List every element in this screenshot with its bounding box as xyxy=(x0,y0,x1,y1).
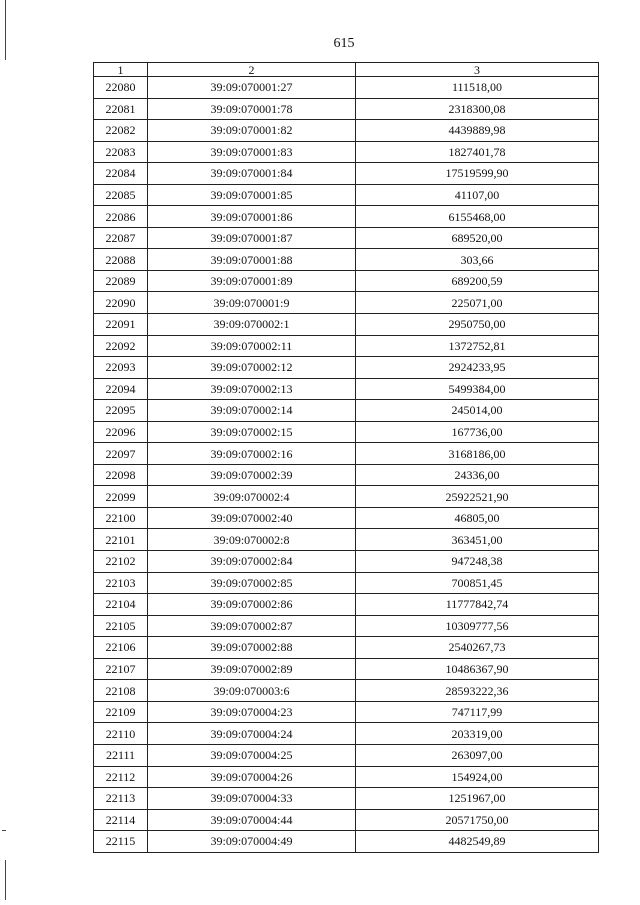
cadastral-number-cell: 39:09:070002:88 xyxy=(148,637,356,659)
cadastral-value-cell: 1372752,81 xyxy=(356,335,599,357)
row-number-cell: 22082 xyxy=(94,120,148,142)
cadastral-number-cell: 39:09:070001:88 xyxy=(148,249,356,271)
cadastral-number-cell: 39:09:070002:16 xyxy=(148,443,356,465)
table-body xyxy=(94,77,599,853)
cadastral-number-cell: 39:09:070002:13 xyxy=(148,378,356,400)
cadastral-number-cell: 39:09:070002:89 xyxy=(148,658,356,680)
cadastral-value-cell: 11777842,74 xyxy=(356,594,599,616)
row-number-cell: 22114 xyxy=(94,809,148,831)
row-number-cell: 22101 xyxy=(94,529,148,551)
cadastral-number-cell: 39:09:070002:87 xyxy=(148,615,356,637)
column-header-1: 1 xyxy=(94,63,148,77)
row-number-cell: 22083 xyxy=(94,141,148,163)
cadastral-number-cell: 39:09:070002:84 xyxy=(148,551,356,573)
page-number: 615 xyxy=(333,36,355,51)
row-number-cell: 22093 xyxy=(94,357,148,379)
row-number-cell: 22107 xyxy=(94,658,148,680)
table-row xyxy=(94,443,599,465)
cadastral-value-cell: 363451,00 xyxy=(356,529,599,551)
table-row xyxy=(94,551,599,573)
cadastral-value-cell: 111518,00 xyxy=(356,77,599,99)
table-row xyxy=(94,723,599,745)
cadastral-value-cell: 6155468,00 xyxy=(356,206,599,228)
cadastral-number-cell: 39:09:070001:78 xyxy=(148,98,356,120)
table-row xyxy=(94,184,599,206)
cadastral-value-cell: 2318300,08 xyxy=(356,98,599,120)
scan-margin-dash xyxy=(2,830,6,831)
table-row xyxy=(94,701,599,723)
cadastral-number-cell: 39:09:070002:14 xyxy=(148,400,356,422)
cadastral-value-cell: 245014,00 xyxy=(356,400,599,422)
cadastral-number-cell: 39:09:070002:39 xyxy=(148,464,356,486)
table-header xyxy=(94,63,599,77)
table-row xyxy=(94,615,599,637)
cadastral-number-cell: 39:09:070001:87 xyxy=(148,227,356,249)
row-number-cell: 22110 xyxy=(94,723,148,745)
cadastral-value-cell: 25922521,90 xyxy=(356,486,599,508)
row-number-cell: 22090 xyxy=(94,292,148,314)
cadastral-number-cell: 39:09:070001:9 xyxy=(148,292,356,314)
header-row xyxy=(94,63,599,77)
cadastral-value-cell: 4439889,98 xyxy=(356,120,599,142)
table-row xyxy=(94,464,599,486)
cadastral-value-cell: 5499384,00 xyxy=(356,378,599,400)
cadastral-value-cell: 303,66 xyxy=(356,249,599,271)
cadastral-number-cell: 39:09:070002:4 xyxy=(148,486,356,508)
cadastral-number-cell: 39:09:070002:11 xyxy=(148,335,356,357)
cadastral-value-cell: 167736,00 xyxy=(356,421,599,443)
table-row xyxy=(94,335,599,357)
cadastral-value-cell: 225071,00 xyxy=(356,292,599,314)
cadastral-number-cell: 39:09:070002:86 xyxy=(148,594,356,616)
row-number-cell: 22092 xyxy=(94,335,148,357)
table-row xyxy=(94,831,599,853)
table-row xyxy=(94,637,599,659)
cadastral-number-cell: 39:09:070004:25 xyxy=(148,744,356,766)
table-row xyxy=(94,400,599,422)
row-number-cell: 22099 xyxy=(94,486,148,508)
cadastral-value-cell: 17519599,90 xyxy=(356,163,599,185)
cadastral-value-cell: 747117,99 xyxy=(356,701,599,723)
table-row xyxy=(94,788,599,810)
row-number-cell: 22089 xyxy=(94,270,148,292)
row-number-cell: 22084 xyxy=(94,163,148,185)
table-row xyxy=(94,314,599,336)
cadastral-value-cell: 28593222,36 xyxy=(356,680,599,702)
table-row xyxy=(94,227,599,249)
cadastral-number-cell: 39:09:070002:85 xyxy=(148,572,356,594)
cadastral-number-cell: 39:09:070001:89 xyxy=(148,270,356,292)
table-row xyxy=(94,658,599,680)
cadastral-number-cell: 39:09:070004:24 xyxy=(148,723,356,745)
cadastral-value-cell: 2950750,00 xyxy=(356,314,599,336)
table-row xyxy=(94,357,599,379)
row-number-cell: 22115 xyxy=(94,831,148,853)
cadastral-value-cell: 24336,00 xyxy=(356,464,599,486)
cadastral-value-cell: 4482549,89 xyxy=(356,831,599,853)
cadastral-number-cell: 39:09:070004:44 xyxy=(148,809,356,831)
table-row xyxy=(94,249,599,271)
row-number-cell: 22094 xyxy=(94,378,148,400)
cadastral-value-cell: 1251967,00 xyxy=(356,788,599,810)
row-number-cell: 22113 xyxy=(94,788,148,810)
row-number-cell: 22098 xyxy=(94,464,148,486)
cadastral-value-cell: 689520,00 xyxy=(356,227,599,249)
cadastral-value-cell: 10309777,56 xyxy=(356,615,599,637)
table-row xyxy=(94,141,599,163)
table-row xyxy=(94,486,599,508)
row-number-cell: 22096 xyxy=(94,421,148,443)
row-number-cell: 22100 xyxy=(94,507,148,529)
table-row xyxy=(94,529,599,551)
row-number-cell: 22087 xyxy=(94,227,148,249)
cadastral-value-cell: 700851,45 xyxy=(356,572,599,594)
row-number-cell: 22097 xyxy=(94,443,148,465)
cadastral-value-cell: 203319,00 xyxy=(356,723,599,745)
cadastral-number-cell: 39:09:070001:82 xyxy=(148,120,356,142)
row-number-cell: 22109 xyxy=(94,701,148,723)
row-number-cell: 22112 xyxy=(94,766,148,788)
column-header-3: 3 xyxy=(356,63,599,77)
cadastral-value-cell: 689200,59 xyxy=(356,270,599,292)
cadastral-number-cell: 39:09:070003:6 xyxy=(148,680,356,702)
table-row xyxy=(94,77,599,99)
cadastral-value-cell: 2540267,73 xyxy=(356,637,599,659)
cadastral-number-cell: 39:09:070004:49 xyxy=(148,831,356,853)
column-header-2: 2 xyxy=(148,63,356,77)
table-row xyxy=(94,594,599,616)
cadastral-number-cell: 39:09:070004:26 xyxy=(148,766,356,788)
cadastral-number-cell: 39:09:070004:33 xyxy=(148,788,356,810)
cadastral-number-cell: 39:09:070004:23 xyxy=(148,701,356,723)
cadastral-value-cell: 154924,00 xyxy=(356,766,599,788)
table-row xyxy=(94,292,599,314)
cadastral-number-cell: 39:09:070002:15 xyxy=(148,421,356,443)
table-row xyxy=(94,98,599,120)
cadastral-value-cell: 46805,00 xyxy=(356,507,599,529)
cadastral-number-cell: 39:09:070002:8 xyxy=(148,529,356,551)
scan-margin-line xyxy=(5,860,6,900)
table-row xyxy=(94,809,599,831)
row-number-cell: 22095 xyxy=(94,400,148,422)
row-number-cell: 22106 xyxy=(94,637,148,659)
row-number-cell: 22111 xyxy=(94,744,148,766)
cadastral-value-cell: 2924233,95 xyxy=(356,357,599,379)
cadastral-value-cell: 10486367,90 xyxy=(356,658,599,680)
cadastral-number-cell: 39:09:070001:83 xyxy=(148,141,356,163)
row-number-cell: 22105 xyxy=(94,615,148,637)
scan-margin-line xyxy=(5,0,6,60)
row-number-cell: 22085 xyxy=(94,184,148,206)
table-row xyxy=(94,421,599,443)
table-row xyxy=(94,378,599,400)
table-row xyxy=(94,270,599,292)
table-row xyxy=(94,744,599,766)
cadastral-number-cell: 39:09:070002:1 xyxy=(148,314,356,336)
cadastral-value-table xyxy=(93,62,599,853)
row-number-cell: 22091 xyxy=(94,314,148,336)
row-number-cell: 22108 xyxy=(94,680,148,702)
row-number-cell: 22081 xyxy=(94,98,148,120)
cadastral-value-cell: 20571750,00 xyxy=(356,809,599,831)
cadastral-number-cell: 39:09:070001:84 xyxy=(148,163,356,185)
cadastral-number-cell: 39:09:070001:86 xyxy=(148,206,356,228)
table-row xyxy=(94,507,599,529)
row-number-cell: 22088 xyxy=(94,249,148,271)
cadastral-value-cell: 41107,00 xyxy=(356,184,599,206)
table-row xyxy=(94,766,599,788)
cadastral-number-cell: 39:09:070001:85 xyxy=(148,184,356,206)
table-row xyxy=(94,120,599,142)
row-number-cell: 22102 xyxy=(94,551,148,573)
row-number-cell: 22086 xyxy=(94,206,148,228)
cadastral-number-cell: 39:09:070002:40 xyxy=(148,507,356,529)
row-number-cell: 22080 xyxy=(94,77,148,99)
table-row xyxy=(94,206,599,228)
cadastral-value-cell: 1827401,78 xyxy=(356,141,599,163)
cadastral-value-cell: 947248,38 xyxy=(356,551,599,573)
table-row xyxy=(94,680,599,702)
row-number-cell: 22103 xyxy=(94,572,148,594)
table-row xyxy=(94,572,599,594)
cadastral-value-cell: 3168186,00 xyxy=(356,443,599,465)
row-number-cell: 22104 xyxy=(94,594,148,616)
cadastral-number-cell: 39:09:070001:27 xyxy=(148,77,356,99)
cadastral-value-cell: 263097,00 xyxy=(356,744,599,766)
cadastral-number-cell: 39:09:070002:12 xyxy=(148,357,356,379)
table-row xyxy=(94,163,599,185)
